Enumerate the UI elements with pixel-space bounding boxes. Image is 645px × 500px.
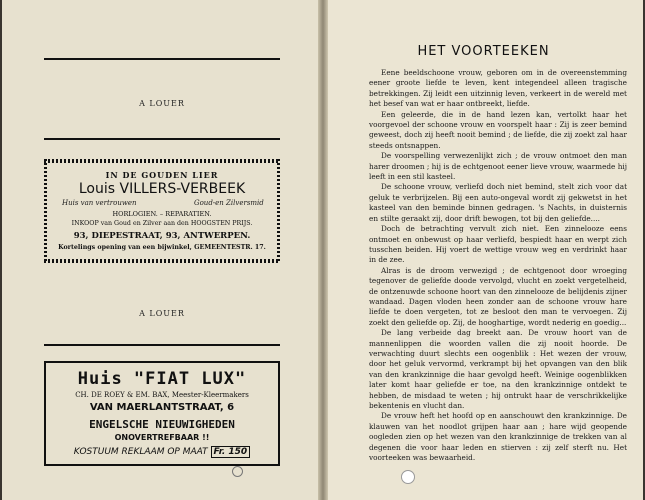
a-louer-top: A LOUER [139, 99, 185, 108]
ad1-owner-name: Louis VILLERS-VERBEEK [78, 181, 246, 197]
ad1-services: HORLOGIEN. – REPARATIEN. [112, 210, 212, 218]
middle-rule [44, 138, 280, 140]
advert-gouden-lier [44, 159, 280, 263]
ad2-shop-name: Huis "FIAT LUX" [77, 369, 247, 389]
ad2-price: Fr. 150 [211, 446, 251, 458]
paragraph: De vrouw heft het hoofd op en aanschouwt den krankzinnige. De klauwen van het noodlot grijpen haar aan ; hare wijd geopende oogleden zien op het wezen van den krankzinnige de trekken van al degenen die voor haar leden en stierven : zij zelf sterft nu. Het voorteeken was bewaarheid. [369, 411, 627, 463]
story-title: HET VOORTEEKEN [417, 44, 550, 59]
story-text [369, 68, 627, 463]
paragraph: De voorspelling verwezenlijkt zich ; de vrouw ontmoet den man harer droomen ; hij is de echtgenoot eener lieve vrouw, waarmede hij leeft in een stil kasteel. [369, 151, 627, 182]
lower-rule [44, 344, 280, 346]
punch-hole-left [232, 466, 243, 477]
ad1-tagline-left: Huis van vertrouwen [62, 199, 137, 207]
paragraph: Eene beeldschoone vrouw, geboren om in de overeenstemming eener groote liefde te leven, kent integendeel alleen tragische betrekkingen. Zij leidt een uitzinnig leven, verkeert in de wereld met het besef van wat er haar ontbreekt, liefde. [369, 68, 627, 109]
paragraph: De schoone vrouw, verliefd doch niet bemind, stelt zich voor dat geluk te verbrijzelen. Bij een auto-ongeval wordt zij gekwetst in het kasteel van den beminde binnen gedragen. 's Nachts, in duisternis en stilte geraakt zij, door drift bewogen, tot bij den geliefde.... [369, 182, 627, 223]
dotted-border-bottom [44, 259, 280, 263]
dotted-border-top [44, 159, 280, 163]
ad1-address: 93, DIEPESTRAAT, 93, ANTWERPEN. [73, 231, 251, 241]
ad2-unbeatable: ONOVERTREFBAAR !! [114, 433, 210, 442]
ad2-owners: CH. DE ROEY & EM. BAX, Meester-Kleermakers [75, 391, 249, 399]
advert-fiat-lux [44, 361, 280, 466]
book-gutter [318, 0, 328, 500]
ad1-purchase: INKOOP van Goud en Zilver aan den HOOGSTEN PRIJS. [71, 220, 253, 227]
ad1-shop-name: IN DE GOUDEN LIER [105, 170, 219, 180]
ad2-offer [46, 446, 278, 458]
ad2-novelties: ENGELSCHE NIEUWIGHEDEN [89, 418, 235, 431]
ad2-address: VAN MAERLANTSTRAAT, 6 [89, 402, 235, 413]
ad1-notice: Kortelings opening van een bijwinkel, GEMEENTESTR. 17. [58, 244, 266, 251]
paragraph: Een geleerde, die in de hand lezen kan, vertolkt haar het voorgevoel der schoone vrouw en voorspelt haar : Zij is zeer bemind geweest, doch zij heeft nooit bemind ; de liefde, die zij zoekt zal haar steeds ontsnappen. [369, 109, 627, 150]
punch-hole-right [401, 470, 415, 484]
paragraph: Alras is de droom verwezigd ; de echtgenoot door wroeging tegenover de geliefde doode vervolgd, vlucht en zoekt vergetelheid, de ontzenuwde schoone hoort van den zinnelooze de belijdenis zijner wandaad. Dagen vloden heen zonder aan de schoone vrouw hare liefde te doen vergeten, tot ze besloot den man te vervoegen. Zij zoekt den geliefde op. Zij, de hooghartige, wordt nederig en goedig... [369, 265, 627, 327]
ad1-tagline-right: Goud-en Zilversmid [194, 199, 264, 207]
ad2-offer-text: KOSTUUM REKLAAM OP MAAT [73, 447, 208, 457]
paragraph: Doch de betrachting vervult zich niet. Een zinnelooze eens ontmoet en onbewust op haar verliefd, bespiedt haar en werpt zich tusschen beiden. Hij voert de wettige vrouw weg en verdrinkt haar in de zee. [369, 224, 627, 265]
top-rule [44, 58, 280, 60]
a-louer-middle: A LOUER [139, 309, 185, 318]
paragraph: De lang verbeide dag breekt aan. De vrouw hoort van de mannenlippen die woorden vallen die zij nooit hoorde. De verwachting duurt slechts een oogenblik : Het wezen der vrouw, door het geluk vervormd, verkrampt bij het opvangen van den blik van den krankzinnige die haar gevolgd heeft. Weinige oogenblikken later komt haar geliefde er toe, na den krankzinnige ontdekt te hebben, de misdaad te weten ; hij ontrukt haar de verschrikkelijke bekentenis en vlucht dan. [369, 328, 627, 410]
